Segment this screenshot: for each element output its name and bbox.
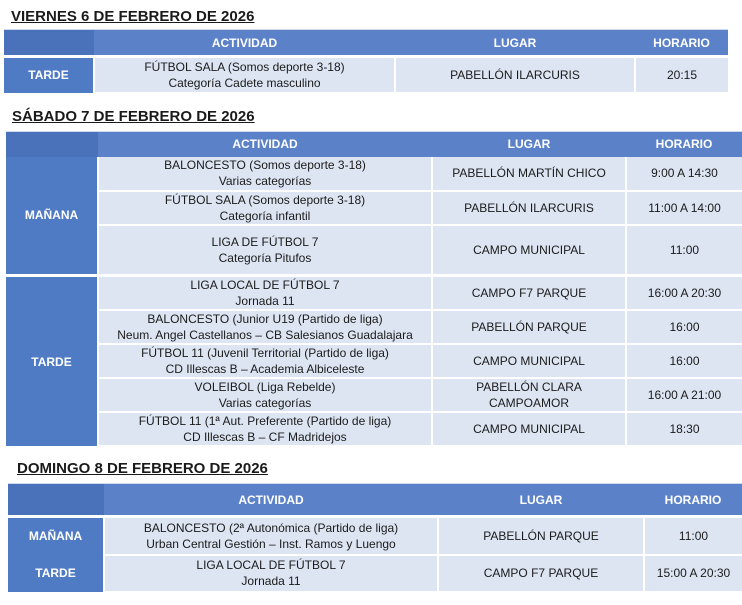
activity-detail: Categoría Cadete masculino — [168, 75, 321, 90]
activity-name: FÚTBOL SALA (Somos deporte 3-18) — [164, 192, 366, 207]
time-cell: 20:15 — [635, 57, 728, 93]
header-lugar: LUGAR — [432, 132, 626, 157]
period-label: MAÑANA — [6, 157, 98, 276]
venue-cell: PABELLÓN ILARCURIS — [432, 191, 626, 225]
viernes-table — [4, 29, 728, 94]
header-blank — [8, 484, 104, 517]
activity-cell — [104, 555, 438, 592]
period-label: TARDE — [6, 276, 98, 447]
venue-cell: CAMPO MUNICIPAL — [432, 412, 626, 446]
activity-detail: Jornada 11 — [235, 294, 295, 308]
activity-name: FÚTBOL 11 (Juvenil Territorial (Partido de liga) — [141, 346, 389, 360]
activity-cell — [98, 276, 432, 311]
header-actividad: ACTIVIDAD — [104, 484, 438, 517]
activity-name: FÚTBOL 11 (1ª Aut. Preferente (Partido de liga) — [138, 414, 392, 428]
time-cell: 11:00 — [626, 225, 742, 276]
time-cell: 16:00 — [626, 310, 742, 344]
header-horario: HORARIO — [635, 30, 728, 57]
activity-name: VOLEIBOL (Liga Rebelde) — [194, 380, 336, 394]
header-blank — [4, 30, 94, 57]
activity-detail: CD Illescas B – Academia Albiceleste — [165, 362, 365, 376]
period-label: TARDE — [4, 57, 94, 93]
activity-name: FÚTBOL SALA (Somos deporte 3-18) — [144, 59, 345, 74]
activity-detail: Varias categorías — [218, 396, 312, 410]
domingo-title: DOMINGO 8 DE FEBRERO DE 2026 — [17, 460, 268, 477]
period-label: MAÑANA — [8, 517, 104, 555]
activity-detail: Urban Central Gestión – Inst. Ramos y Luengo — [146, 536, 396, 551]
time-cell: 11:00 — [644, 517, 742, 555]
activity-cell — [98, 344, 432, 378]
activity-cell — [98, 191, 432, 225]
activity-cell — [98, 378, 432, 412]
activity-cell — [98, 225, 432, 276]
sabado-table — [6, 131, 742, 447]
venue-cell: PABELLÓN PARQUE — [438, 517, 644, 555]
time-cell: 16:00 A 20:30 — [626, 276, 742, 311]
activity-cell — [94, 57, 395, 93]
time-cell: 9:00 A 14:30 — [626, 157, 742, 191]
activity-name: LIGA LOCAL DE FÚTBOL 7 — [190, 278, 340, 292]
activity-cell — [98, 157, 432, 191]
header-actividad: ACTIVIDAD — [94, 30, 395, 57]
activity-detail: Varias categorías — [218, 174, 312, 188]
activity-name: LIGA DE FÚTBOL 7 — [211, 234, 319, 249]
header-lugar: LUGAR — [395, 30, 635, 57]
venue-cell: CAMPO MUNICIPAL — [432, 225, 626, 276]
time-cell: 16:00 — [626, 344, 742, 378]
activity-detail: CD Illescas B – CF Madridejos — [183, 430, 347, 444]
venue-cell — [432, 378, 626, 412]
header-blank — [6, 132, 98, 157]
activity-cell — [98, 412, 432, 446]
activity-name: BALONCESTO (Somos deporte 3-18) — [164, 158, 366, 172]
activity-detail: Categoría infantil — [219, 208, 311, 223]
venue-name-line: CAMPOAMOR — [488, 396, 569, 410]
sabado-title: SÁBADO 7 DE FEBRERO DE 2026 — [12, 108, 255, 125]
activity-detail: Neum. Angel Castellanos – CB Salesianos Guadalajara — [117, 328, 413, 342]
venue-name-line: PABELLÓN CLARA — [476, 380, 582, 394]
time-cell: 16:00 A 21:00 — [626, 378, 742, 412]
activity-detail: Jornada 11 — [241, 574, 301, 588]
activity-cell — [98, 310, 432, 344]
venue-cell: PABELLÓN PARQUE — [432, 310, 626, 344]
activity-detail: Categoría Pitufos — [218, 250, 312, 265]
activity-cell — [104, 517, 438, 555]
header-actividad: ACTIVIDAD — [98, 132, 432, 157]
time-cell: 18:30 — [626, 412, 742, 446]
venue-cell: PABELLÓN MARTÍN CHICO — [432, 157, 626, 191]
activity-name: BALONCESTO (2ª Autonómica (Partido de liga) — [143, 520, 399, 535]
activity-name: LIGA LOCAL DE FÚTBOL 7 — [196, 558, 346, 572]
time-cell: 15:00 A 20:30 — [644, 555, 742, 592]
venue-cell: CAMPO MUNICIPAL — [432, 344, 626, 378]
venue-cell: PABELLÓN ILARCURIS — [395, 57, 635, 93]
period-label: TARDE — [8, 555, 104, 592]
viernes-title: VIERNES 6 DE FEBRERO DE 2026 — [11, 8, 255, 25]
domingo-table — [8, 483, 742, 593]
activity-name: BALONCESTO (Junior U19 (Partido de liga) — [147, 312, 383, 326]
venue-cell: CAMPO F7 PARQUE — [438, 555, 644, 592]
header-horario: HORARIO — [626, 132, 742, 157]
header-horario: HORARIO — [644, 484, 742, 517]
header-lugar: LUGAR — [438, 484, 644, 517]
time-cell: 11:00 A 14:00 — [626, 191, 742, 225]
venue-cell: CAMPO F7 PARQUE — [432, 276, 626, 311]
